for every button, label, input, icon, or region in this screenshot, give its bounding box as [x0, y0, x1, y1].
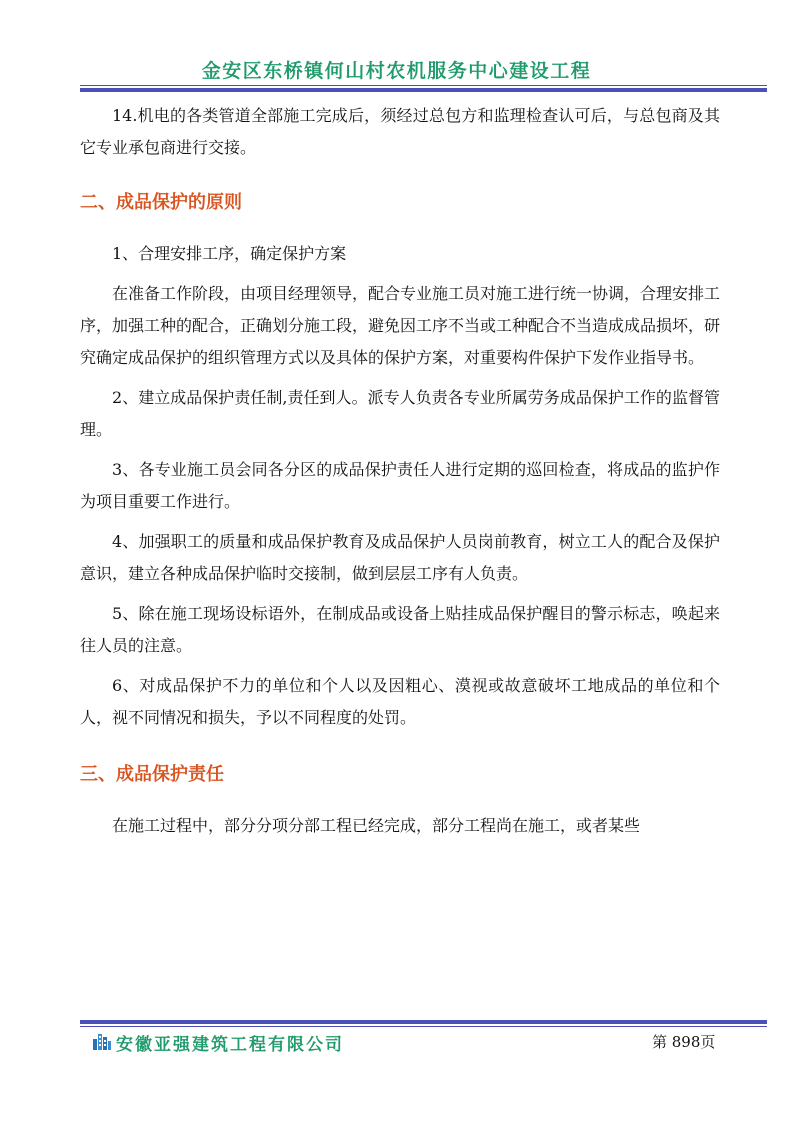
footer-rule-thick: [80, 1020, 767, 1024]
header-title: 金安区东桥镇何山村农机服务中心建设工程: [201, 60, 592, 82]
building-logo-icon: [92, 1031, 112, 1055]
section-heading-responsibility: 三、成品保护责任: [80, 764, 224, 785]
section-heading-principles: 二、成品保护的原则: [80, 192, 242, 213]
paragraph-6: 6、对成品保护不力的单位和个人以及因粗心、漠视或故意破坏工地成品的单位和个人，视不同情况和损失，予以不同程度的处罚。: [80, 676, 720, 727]
paragraph-4: 4、加强职工的质量和成品保护教育及成品保护人员岗前教育，树立工人的配合及保护意识，建立各种成品保护临时交接制，做到层层工序有人负责。: [80, 532, 720, 583]
paragraph-5: 5、除在施工现场设标语外，在制成品或设备上贴挂成品保护醒目的警示标志，唤起来往人员的注意。: [80, 604, 720, 655]
paragraph-3: 3、各专业施工员会同各分区的成品保护责任人进行定期的巡回检查，将成品的监护作为项目重要工作进行。: [80, 460, 720, 511]
paragraph-last: 在施工过程中，部分分项分部工程已经完成，部分工程尚在施工，或者某些: [112, 816, 641, 835]
document-body: [80, 100, 720, 842]
footer-page-number: 第 898页: [652, 1033, 716, 1051]
footer-rule-thin: [80, 1026, 767, 1027]
paragraph-2: 2、建立成品保护责任制,责任到人。派专人负责各专业所属劳务成品保护工作的监督管理。: [80, 388, 720, 439]
paragraph-1-body: 在准备工作阶段，由项目经理领导，配合专业施工员对施工进行统一协调，合理安排工序，加强工种的配合，正确划分施工段，避免因工序不当或工种配合不当造成成品损坏，研究确定成品保护的组织管理方式以及具体的保护方案，对重要构件保护下发作业指导书。: [80, 284, 721, 367]
footer-company: [92, 1030, 344, 1055]
header-rule-thick: [80, 88, 767, 92]
paragraph-item-14: 14.机电的各类管道全部施工完成后，须经过总包方和监理检查认可后，与总包商及其它专业承包商进行交接。: [80, 106, 720, 157]
paragraph-1-title: 1、合理安排工序，确定保护方案: [112, 244, 347, 263]
header-rule-thin: [80, 85, 767, 86]
footer-company-name: 安徽亚强建筑工程有限公司: [116, 1035, 344, 1055]
